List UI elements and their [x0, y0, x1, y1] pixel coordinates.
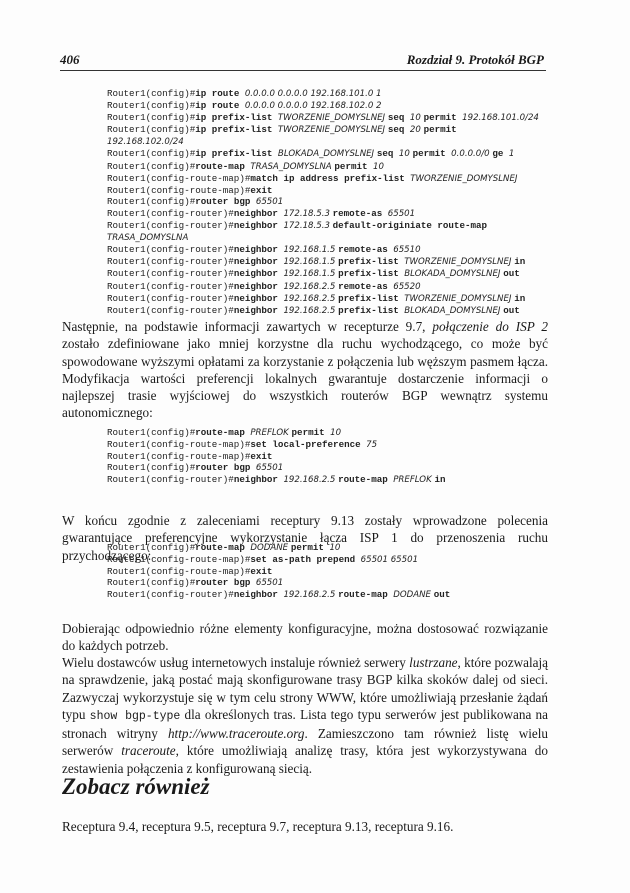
cli-command: neighbor — [233, 268, 284, 280]
cli-argument: 75 — [366, 440, 378, 451]
paragraph-2: W końcu zgodnie z zaleceniami receptury 9.13 zostały wprowadzone polecenia gwarantujące preferencyjne wykorzystanie łącza ISP 1 do przenoszenia ruchu przychodzącego: — [62, 513, 548, 563]
cli-prompt: Router1(config-router)# — [107, 304, 234, 316]
cli-command: router bgp — [195, 462, 256, 474]
cli-argument: 65501 — [255, 463, 284, 474]
cli-prompt: Router1(config-router)# — [107, 474, 234, 486]
code-line — [107, 220, 539, 232]
cli-command: match ip address prefix-list — [250, 172, 411, 184]
cli-prompt: Router1(config)# — [107, 124, 196, 136]
cli-prompt: Router1(config-route-map)# — [107, 451, 251, 463]
code-line — [107, 136, 539, 148]
code-block-2 — [107, 427, 445, 486]
text: , które pozwalają na sprawdzenie, jaką postać mają skonfigurowane trasy BGP kilka skoków dalej od sieci. Zazwyczaj wykorzystuje się w tym celu strony WWW, które umożliwiają przesłanie żądań typu — [62, 655, 548, 722]
cli-argument: 172.18.5.3 — [283, 208, 333, 219]
cli-prompt: Router1(config-router)# — [107, 589, 234, 601]
chapter-title: Rozdział 9. Protokół BGP — [406, 52, 544, 67]
cli-argument: 10 — [373, 161, 384, 172]
cli-argument: 65501 — [255, 578, 284, 589]
cli-command: neighbor — [233, 280, 284, 292]
cli-argument: TWORZENIE_DOMYSLNEJ — [277, 113, 388, 124]
cli-command: permit — [290, 542, 330, 553]
cli-prompt: Router1(config-router)# — [107, 207, 234, 219]
cli-command: ip prefix-list — [195, 112, 278, 124]
cli-command: neighbor — [233, 207, 284, 219]
text: dla określonych tras. Lista tego typu serwerów jest publikowana na stronach witryny — [62, 706, 549, 742]
code-line — [107, 100, 539, 112]
cli-argument: 10 — [330, 428, 342, 438]
cli-command: remote-as — [332, 207, 388, 219]
cli-prompt: Router1(config-route-map)# — [107, 172, 251, 184]
code-line — [107, 451, 445, 462]
cli-argument: BLOKADA_DOMYSLNEJ — [277, 149, 377, 160]
cli-command: set as-path prepend — [250, 554, 361, 566]
emphasis: połączenie do ISP 2 — [432, 319, 548, 334]
code-line — [107, 232, 539, 244]
emphasis: lustrzane — [409, 655, 458, 670]
cli-argument: 192.168.2.5 — [283, 590, 339, 601]
cli-argument: 192.168.102.0/24 — [107, 137, 184, 148]
cli-argument: 192.168.1.5 — [283, 269, 339, 280]
cli-argument: PREFLOK — [393, 475, 435, 486]
text: zostało zdefiniowane jako mniej korzystne dla ruchu wychodzącego, co może być spowodowane wyższymi opłatami za korzystanie z połączenia lub węższym pasmem łącza. Modyfikacja wartości preferencji lokalnych gwarantuje dostarczenie informacji o najlepszej trasie wyjściowej do wszystkich routerów BGP wewnątrz systemu autonomicznego: — [62, 336, 548, 421]
paragraph-1 — [62, 318, 548, 422]
cli-argument: 0.0.0.0 0.0.0.0 192.168.102.0 2 — [244, 101, 382, 112]
code-line — [107, 305, 539, 317]
cli-command: neighbor — [233, 589, 284, 601]
cli-argument: 192.168.2.5 — [283, 281, 339, 292]
cli-prompt: Router1(config-route-map)# — [107, 184, 251, 196]
cli-command: in — [434, 474, 446, 486]
cli-argument: BLOKADA_DOMYSLNEJ — [404, 305, 504, 316]
code-line — [107, 281, 539, 293]
cli-prompt: Router1(config-router)# — [107, 220, 234, 232]
cli-prompt: Router1(config)# — [107, 148, 196, 160]
cli-argument: TWORZENIE_DOMYSLNEJ — [277, 125, 388, 136]
cli-command: seq — [376, 148, 399, 160]
cli-command: remote-as — [338, 280, 394, 292]
code-line — [107, 256, 539, 268]
cli-command: permit — [291, 427, 331, 438]
text: . Zamieszczono tam również listę wielu serwerów — [62, 726, 548, 759]
code-line — [107, 462, 445, 474]
cli-command: prefix-list — [338, 292, 405, 304]
cli-command: out — [433, 589, 451, 601]
cli-argument: TWORZENIE_DOMYSLNEJ — [404, 293, 515, 304]
cli-argument: 65501 — [255, 196, 284, 207]
cli-prompt: Router1(config-route-map)# — [107, 439, 251, 451]
cli-argument: 65520 — [393, 281, 421, 292]
cli-argument: TRASA_DOMYSLNA — [107, 233, 189, 244]
inline-code: show bgp-type — [89, 709, 181, 723]
cli-argument: 192.168.101.0/24 — [462, 113, 539, 124]
code-line — [107, 208, 539, 220]
cli-command: permit — [423, 124, 457, 136]
cli-argument: BLOKADA_DOMYSLNEJ — [404, 269, 504, 280]
cli-command: ge — [492, 148, 509, 160]
cli-argument: TRASA_DOMYSLNA — [250, 161, 335, 172]
cli-argument: 192.168.2.5 — [283, 305, 339, 316]
cli-argument: 10 — [398, 149, 413, 160]
cli-command: neighbor — [233, 220, 284, 232]
paragraph-4 — [62, 654, 548, 777]
cli-prompt: Router1(config-router)# — [107, 268, 234, 280]
cli-argument: 65501 — [387, 208, 416, 219]
cli-prompt: Router1(config)# — [107, 100, 196, 112]
cli-command: prefix-list — [338, 256, 405, 268]
cli-command: seq — [387, 124, 410, 136]
cli-command: out — [503, 268, 520, 280]
cli-argument: DODANE — [393, 590, 434, 601]
cli-argument: 172.18.5.3 — [283, 221, 333, 232]
cli-prompt: Router1(config)# — [107, 88, 196, 99]
code-line — [107, 185, 539, 196]
text: , które umożliwiają analizę trasy, która jest wykorzystywana do zestawienia połączenia z konfigurowaną siecią. — [62, 743, 548, 776]
code-line — [107, 589, 450, 601]
cli-command: permit — [423, 112, 463, 124]
code-line — [107, 566, 450, 577]
text: Wielu dostawców usług internetowych instaluje również serwery — [62, 655, 410, 670]
cli-command: ip prefix-list — [195, 148, 278, 160]
code-line — [107, 244, 539, 256]
cli-argument: 65510 — [393, 245, 421, 256]
cli-prompt: Router1(config)# — [107, 112, 196, 124]
code-line — [107, 173, 539, 185]
cli-command: route-map — [195, 427, 251, 438]
code-line — [107, 161, 539, 173]
cli-command: prefix-list — [338, 268, 405, 280]
cli-prompt: Router1(config)# — [107, 462, 196, 474]
text: Następnie, na podstawie informacji zawartych w recepturze 9.7, — [62, 319, 433, 334]
code-line — [107, 268, 539, 280]
code-line — [107, 124, 539, 136]
cli-command: neighbor — [233, 474, 284, 486]
cli-argument: 192.168.1.5 — [283, 245, 339, 256]
cli-command: in — [514, 292, 526, 304]
cli-command: router bgp — [195, 577, 256, 589]
code-block-1 — [107, 88, 539, 317]
cli-argument: 192.168.1.5 — [283, 257, 339, 268]
cli-prompt: Router1(config)# — [107, 542, 196, 553]
cli-argument: 192.168.2.5 — [283, 475, 339, 486]
cli-prompt: Router1(config)# — [107, 160, 196, 172]
code-line — [107, 542, 450, 554]
cli-prompt: Router1(config-router)# — [107, 244, 234, 256]
cli-command: ip route — [195, 88, 245, 99]
code-line — [107, 439, 445, 451]
cli-command: prefix-list — [338, 304, 405, 316]
code-line — [107, 577, 450, 589]
code-line — [107, 112, 539, 124]
cli-command: neighbor — [233, 256, 284, 268]
code-line — [107, 474, 445, 486]
cli-command: seq — [387, 112, 410, 124]
code-line — [107, 427, 445, 439]
cli-command: out — [503, 304, 520, 316]
cli-command: set local-preference — [250, 439, 367, 451]
url-text: http://www.traceroute.org — [167, 726, 305, 742]
cli-argument: 192.168.2.5 — [283, 293, 339, 304]
cli-command: route-map — [195, 542, 251, 553]
code-line — [107, 88, 539, 100]
paragraph-3: Dobierając odpowiednio różne elementy konfiguracyjne, można dostosować rozwiązanie do każdych potrzeb. — [62, 621, 548, 654]
cli-argument: 0.0.0.0 0.0.0.0 192.168.101.0 1 — [244, 89, 382, 99]
cli-command: remote-as — [338, 244, 394, 256]
cli-argument: 1 — [508, 149, 515, 160]
cli-argument: 10 — [329, 543, 341, 553]
cli-prompt: Router1(config-router)# — [107, 292, 234, 304]
cli-command: in — [514, 256, 526, 268]
cli-argument: 0.0.0.0/0 — [451, 149, 493, 160]
cli-prompt: Router1(config)# — [107, 195, 196, 207]
cli-argument: PREFLOK — [250, 428, 292, 438]
code-line — [107, 554, 450, 566]
cli-command: neighbor — [233, 304, 284, 316]
cli-prompt: Router1(config)# — [107, 577, 196, 589]
cli-argument: 20 — [409, 125, 424, 136]
code-line — [107, 196, 539, 208]
cli-prompt: Router1(config-router)# — [107, 256, 234, 268]
cli-command: neighbor — [233, 292, 284, 304]
code-line — [107, 148, 539, 160]
cli-command: ip route — [195, 100, 245, 112]
page-number: 406 — [60, 52, 80, 67]
cli-command: route-map — [338, 474, 394, 486]
cli-prompt: Router1(config-router)# — [107, 280, 234, 292]
cli-command: ip prefix-list — [195, 124, 278, 136]
cli-command: permit — [412, 148, 452, 160]
cli-command: exit — [250, 566, 273, 578]
cli-command: route-map — [338, 589, 394, 601]
cli-command: permit — [334, 160, 374, 172]
cli-argument: 65501 65501 — [360, 555, 419, 566]
cli-argument: 10 — [409, 113, 424, 124]
see-also-heading: Zobacz również — [62, 774, 210, 799]
cli-command: neighbor — [233, 244, 284, 256]
cli-argument: TWORZENIE_DOMYSLNEJ — [404, 257, 515, 268]
code-block-3 — [107, 542, 450, 601]
cli-command: default-originiate route-map — [332, 220, 488, 232]
emphasis: traceroute — [121, 743, 176, 759]
cli-argument: DODANE — [250, 543, 291, 553]
header-rule — [60, 70, 546, 71]
cli-prompt: Router1(config)# — [107, 427, 196, 438]
see-also-text: Receptura 9.4, receptura 9.5, receptura 9.7, receptura 9.13, receptura 9.16. — [62, 819, 454, 834]
code-line — [107, 293, 539, 305]
cli-prompt: Router1(config-route-map)# — [107, 554, 251, 566]
cli-command: exit — [250, 451, 273, 463]
cli-command: exit — [250, 184, 273, 196]
cli-prompt: Router1(config-route-map)# — [107, 566, 251, 578]
cli-command: route-map — [195, 160, 251, 172]
cli-argument: TWORZENIE_DOMYSLNEJ — [410, 173, 518, 184]
cli-command: router bgp — [195, 195, 256, 207]
